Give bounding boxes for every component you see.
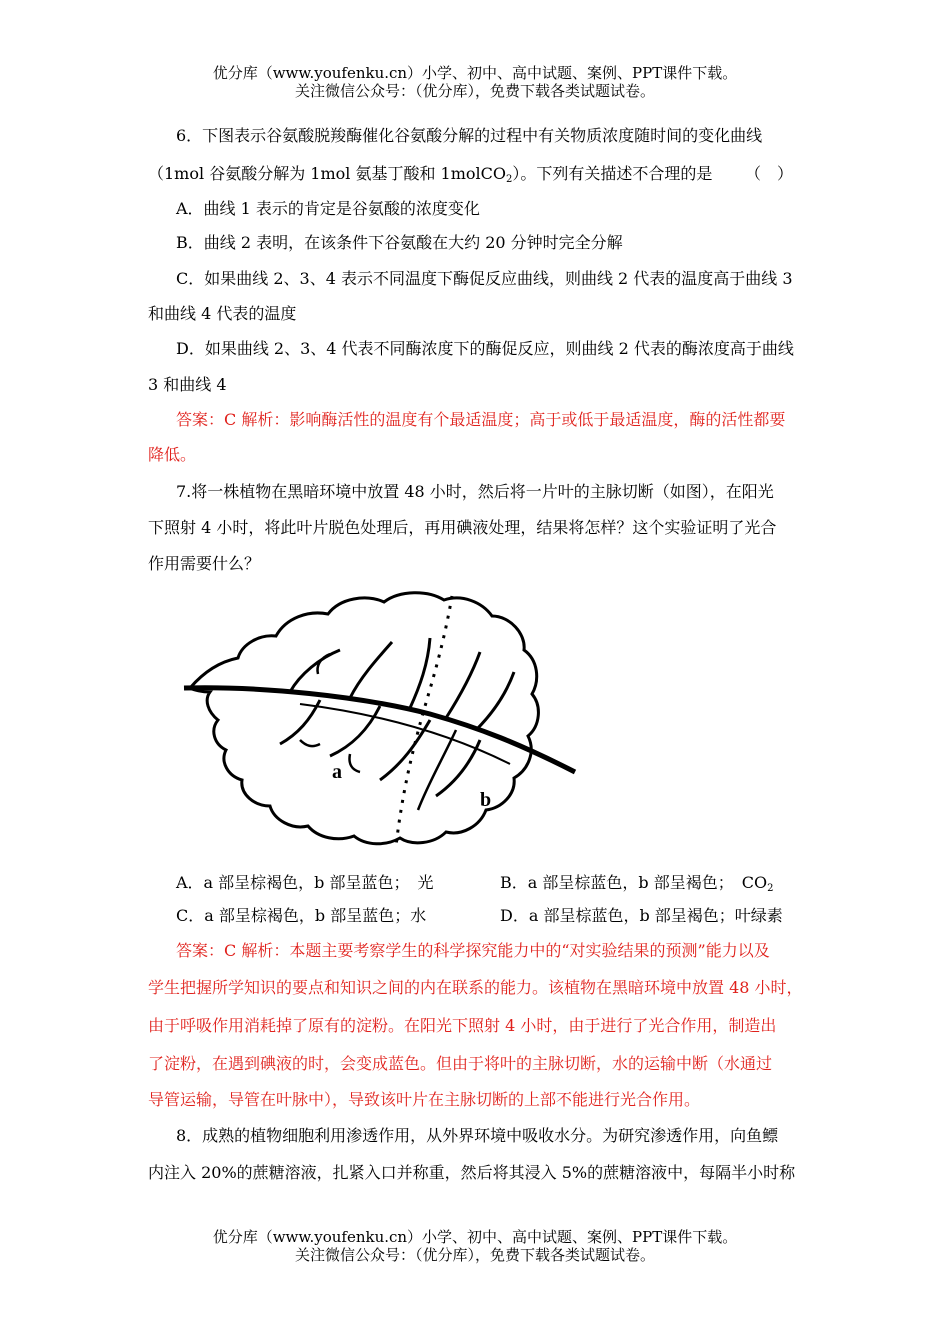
header-line-1: 优分库（www.youfenku.cn）小学、初中、高中试题、案例、PPT课件下载。 (212, 64, 738, 82)
q7-answer-line-1: 答案：C 解析：本题主要考察学生的科学探究能力中的“对实验结果的预测”能力以及 (176, 941, 770, 960)
q7-option-b (500, 872, 773, 900)
q7-option-b-subscript: 2 (767, 883, 774, 894)
q6-option-c-line-2: 和曲线 4 代表的温度 (148, 304, 297, 323)
page-header (0, 64, 950, 100)
q8-stem-line-2: 内注入 20%的蔗糖溶液，扎紧入口并称重，然后将其浸入 5%的蔗糖溶液中，每隔半小时称 (148, 1163, 796, 1182)
q6-stem-line-2 (148, 163, 712, 191)
q8-stem-line-1: 8．成熟的植物细胞利用渗透作用，从外界环境中吸收水分。为研究渗透作用，向鱼鳔 (176, 1126, 779, 1145)
footer-line-2: 关注微信公众号：（优分库），免费下载各类试题试卷。 (294, 1246, 655, 1264)
label-b: b (480, 789, 492, 811)
leaf-vein-4 (446, 652, 480, 718)
q7-answer-line-3: 由于呼吸作用消耗掉了原有的淀粉。在阳光下照射 4 小时，由于进行了光合作用，制造出 (148, 1016, 777, 1035)
leaf-vein-5 (476, 672, 514, 730)
q6-stem-line-2-end: ）。下列有关描述不合理的是 (512, 164, 713, 183)
q7-option-a: A．a 部呈棕褐色，b 部呈蓝色； 光 (176, 873, 434, 892)
q7-option-b-text: B．a 部呈棕蓝色，b 部呈褐色； CO (500, 873, 768, 892)
cut-line-dotted (396, 596, 452, 846)
footer-line-1: 优分库（www.youfenku.cn）小学、初中、高中试题、案例、PPT课件下载。 (212, 1228, 738, 1246)
q7-stem-line-2: 下照射 4 小时，将此叶片脱色处理后，再用碘液处理，结果将怎样？这个实验证明了光合 (148, 518, 777, 537)
q6-option-b: B．曲线 2 表明，在该条件下谷氨酸在大约 20 分钟时完全分解 (176, 233, 623, 252)
leaf-diagram (180, 584, 580, 854)
q7-stem-line-1: 7.将一株植物在黑暗环境中放置 48 小时，然后将一片叶的主脉切断（如图），在阳光 (176, 482, 774, 501)
q6-option-c-line-1: C．如果曲线 2、3、4 表示不同温度下酶促反应曲线，则曲线 2 代表的温度高于曲线 3 (176, 269, 793, 288)
q6-answer-line-2: 降低。 (148, 445, 197, 464)
q7-stem-line-3: 作用需要什么？ (148, 554, 261, 573)
q6-option-d-line-1: D．如果曲线 2、3、4 代表不同酶浓度下的酶促反应，则曲线 2 代表的酶浓度高于曲线 (176, 339, 794, 358)
leaf-vein-10 (418, 730, 456, 810)
q7-answer-line-5: 导管运输，导管在叶脉中），导致该叶片在主脉切断的上部不能进行光合作用。 (148, 1090, 701, 1109)
q6-option-d-line-2: 3 和曲线 4 (148, 375, 227, 394)
leaf-vein-3 (410, 638, 430, 708)
q7-option-c: C．a 部呈棕褐色，b 部呈蓝色；水 (176, 906, 427, 925)
q7-option-d: D．a 部呈棕蓝色，b 部呈褐色；叶绿素 (500, 906, 783, 925)
q7-answer-line-4: 了淀粉，在遇到碘液的时，会变成蓝色。但由于将叶的主脉切断，水的运输中断（水通过 (148, 1054, 773, 1073)
q6-stem-line-1: 6．下图表示谷氨酸脱羧酶催化谷氨酸分解的过程中有关物质浓度随时间的变化曲线 (176, 126, 763, 145)
q7-answer-line-2: 学生把握所学知识的要点和知识之间的内在联系的能力。该植物在黑暗环境中放置 48 小时， (148, 978, 803, 997)
q6-answer-bracket: （ ） (745, 164, 794, 183)
q6-option-a: A．曲线 1 表示的肯定是谷氨酸的浓度变化 (176, 199, 480, 218)
page-footer (0, 1228, 950, 1264)
q6-answer-line-1: 答案：C 解析：影响酶活性的温度有个最适温度；高于或低于最适温度，酶的活性都要 (176, 410, 786, 429)
leaf-vein-2 (350, 642, 392, 698)
q6-co2-subscript: 2 (506, 174, 513, 185)
leaf-vein-1 (290, 650, 340, 692)
header-line-2: 关注微信公众号：（优分库），免费下载各类试题试卷。 (294, 82, 655, 100)
q6-stem-line-2-text: （1mol 谷氨酸分解为 1mol 氨基丁酸和 1molCO (148, 164, 507, 183)
leaf-midrib (184, 688, 575, 772)
label-a: a (332, 761, 342, 783)
